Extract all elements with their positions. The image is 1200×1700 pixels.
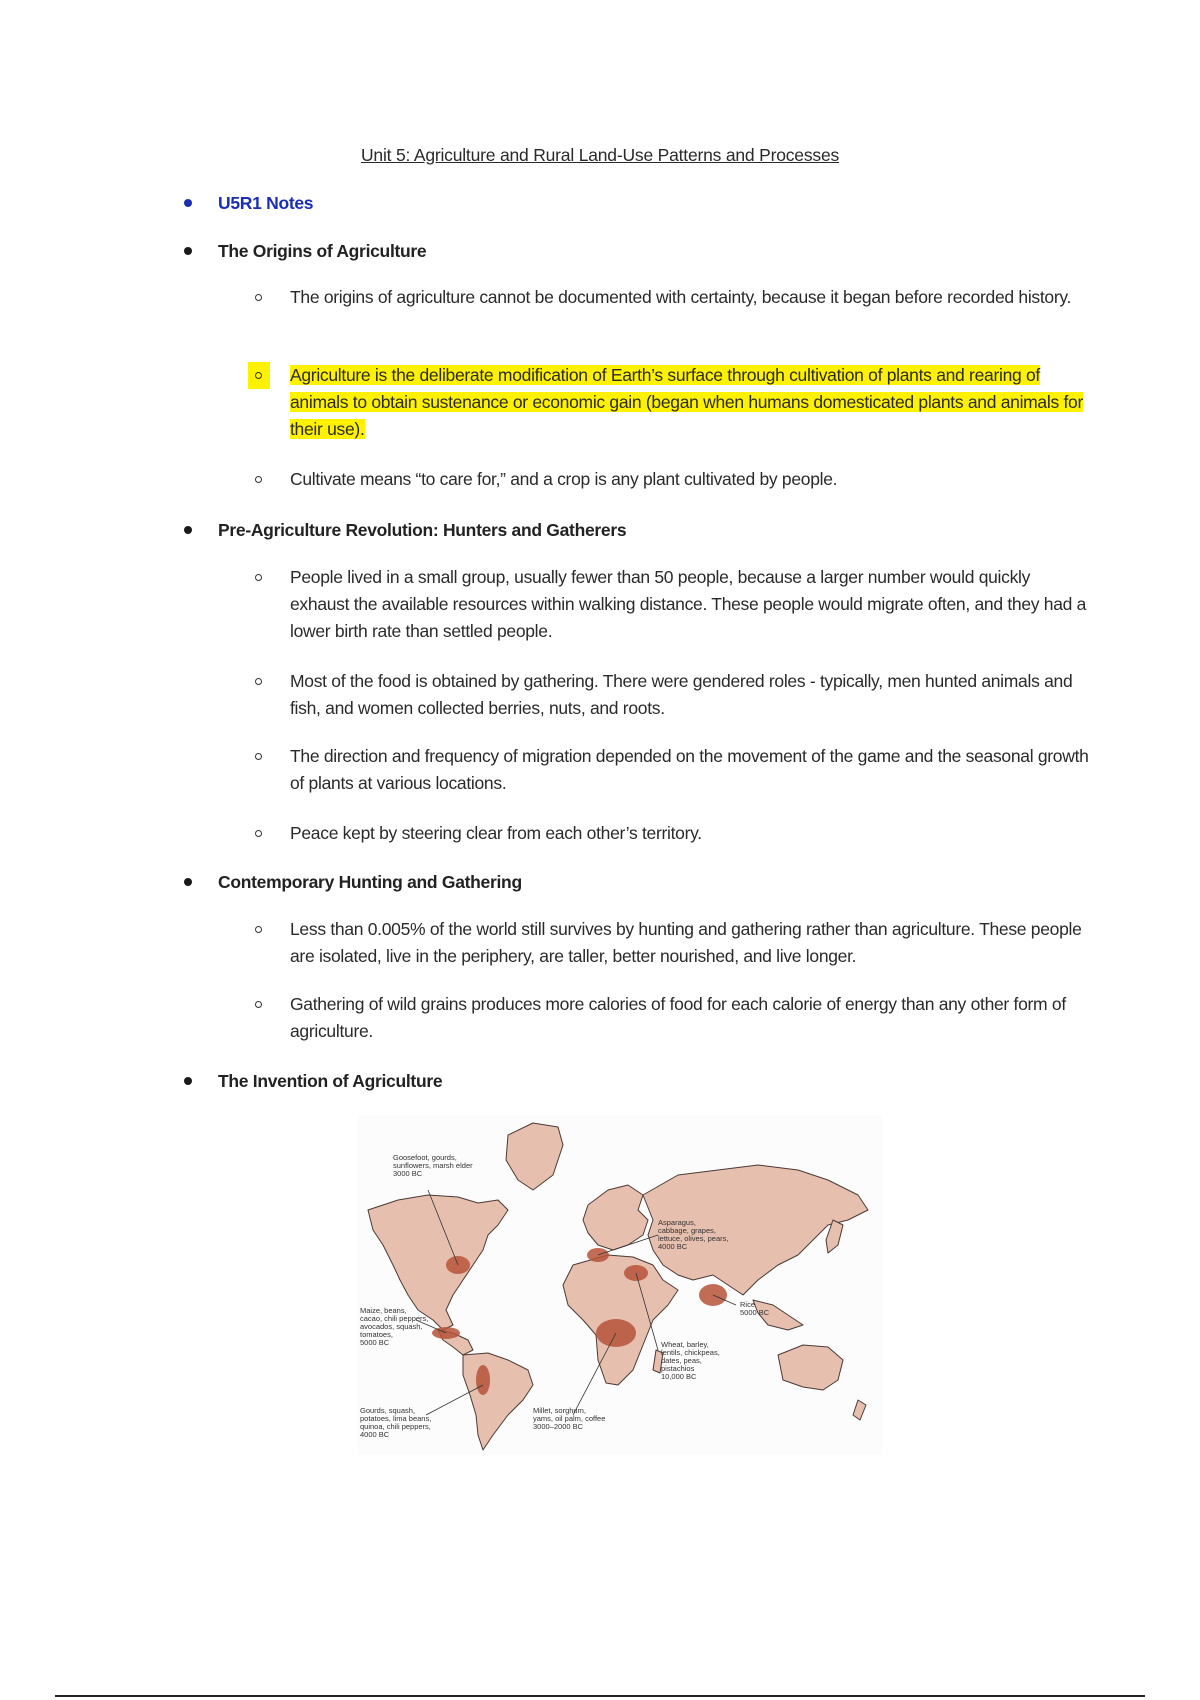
- circle-bullet-icon: [255, 926, 262, 933]
- label-andes: Gourds, squash, potatoes, lima beans, quinoa, chili peppers, 4000 BC: [360, 1406, 432, 1439]
- u5r1-notes-link[interactable]: [218, 193, 313, 214]
- page-title: Unit 5: Agriculture and Rural Land-Use Patterns and Processes: [360, 145, 840, 165]
- circle-bullet-icon: [255, 574, 262, 581]
- list-item: Less than 0.005% of the world still survives by hunting and gathering rather than agriculture. These people are isolated, live in the periphery, are taller, better nourished, and live longer.: [290, 916, 1090, 970]
- label-west-africa: Millet, sorghum, yams, oil palm, coffee 3000–2000 BC: [533, 1406, 606, 1431]
- section-heading: The Invention of Agriculture: [218, 1071, 443, 1091]
- hearth-andes: [476, 1365, 490, 1395]
- list-item-highlighted: Agriculture is the deliberate modification of Earth’s surface through cultivation of plants and rearing of animals to obtain sustenance or economic gain (began when humans domesticated plants and animals for their use).: [290, 362, 1090, 443]
- circle-bullet-icon: [255, 753, 262, 760]
- list-item: People lived in a small group, usually fewer than 50 people, because a larger number would quickly exhaust the available resources within walking distance. These people would migrate often, and they had a lower birth rate than settled people.: [290, 564, 1090, 645]
- section-heading: Pre-Agriculture Revolution: Hunters and Gatherers: [218, 520, 627, 540]
- circle-bullet-icon: [255, 1001, 262, 1008]
- label-mediterranean: Asparagus, cabbage, grapes, lettuce, olives, pears, 4000 BC: [658, 1218, 729, 1251]
- label-east-asia: Rice 5000 BC: [740, 1300, 770, 1317]
- circle-bullet-icon: [255, 830, 262, 837]
- label-mesoamerica: Maize, beans, cacao, chili peppers, avocados, squash, tomatoes, 5000 BC: [360, 1306, 429, 1347]
- section-heading-hunters: [218, 520, 626, 541]
- list-item: The direction and frequency of migration depended on the movement of the game and the seasonal growth of plants at various locations.: [290, 743, 1090, 797]
- world-map-figure: [358, 1115, 882, 1455]
- label-fertile-crescent: Wheat, barley, lentils, chickpeas, dates, peas, pistachios 10,000 BC: [661, 1340, 720, 1381]
- bullet-icon: [184, 1077, 192, 1085]
- bullet-icon: [184, 247, 192, 255]
- bullet-icon: [184, 199, 192, 207]
- section-heading-invention: [218, 1071, 442, 1092]
- page-bottom-rule: [55, 1695, 1145, 1697]
- circle-bullet-icon: [255, 476, 262, 483]
- list-item: Peace kept by steering clear from each other’s territory.: [290, 820, 1090, 847]
- section-heading: The Origins of Agriculture: [218, 241, 427, 261]
- circle-bullet-icon: [255, 294, 262, 301]
- bullet-icon: [184, 878, 192, 886]
- bullet-icon: [184, 526, 192, 534]
- circle-bullet-icon: [255, 678, 262, 685]
- section-heading: Contemporary Hunting and Gathering: [218, 872, 522, 892]
- section-heading-contemporary: [218, 872, 522, 893]
- circle-bullet-icon: [255, 372, 262, 379]
- section-heading: U5R1 Notes: [218, 193, 314, 213]
- label-eastern-na: Goosefoot, gourds, sunflowers, marsh elder 3000 BC: [393, 1153, 473, 1178]
- list-item: Gathering of wild grains produces more calories of food for each calorie of energy than any other form of agriculture.: [290, 991, 1090, 1045]
- list-item: Cultivate means “to care for,” and a crop is any plant cultivated by people.: [290, 466, 1090, 493]
- list-item: Most of the food is obtained by gathering. There were gendered roles - typically, men hunted animals and fish, and women collected berries, nuts, and roots.: [290, 668, 1090, 722]
- list-item: The origins of agriculture cannot be documented with certainty, because it began before recorded history.: [290, 284, 1090, 311]
- agriculture-origins-map: [358, 1115, 882, 1455]
- section-heading-origins: [218, 241, 426, 262]
